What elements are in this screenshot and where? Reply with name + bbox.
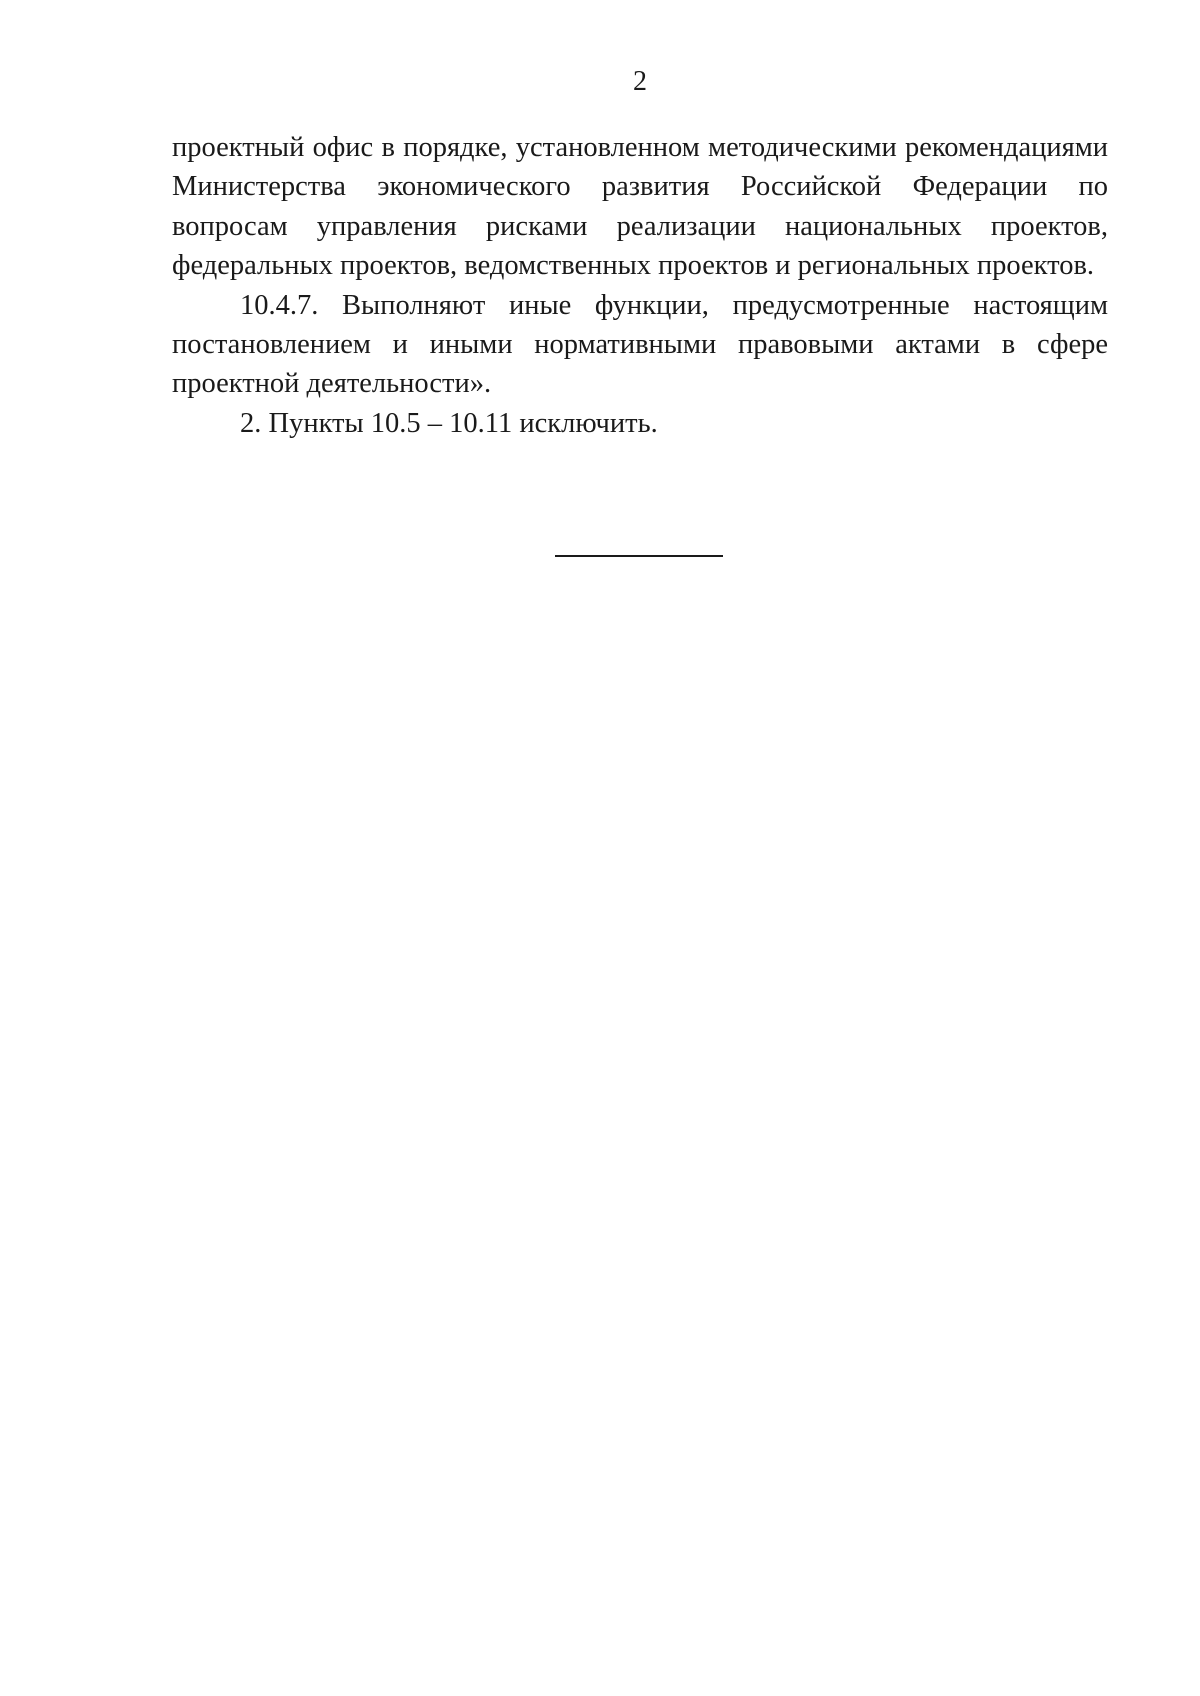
document-body: [172, 128, 1108, 443]
page-number: 2: [633, 66, 647, 97]
paragraph-10-4-7: 10.4.7. Выполняют иные функции, предусмотренные настоящим постановлением и иными нормативными правовыми актами в сфере проектной деятельности».: [172, 289, 1108, 400]
paragraph-continuation: проектный офис в порядке, установленном методическими рекомендациями Министерства экономического развития Российской Федерации по вопросам управления рисками реализации национальных проектов, федеральных проектов, ведомственных проектов и региональных проектов.: [172, 132, 1108, 282]
paragraph-item-2: 2. Пункты 10.5 – 10.11 исключить.: [240, 407, 658, 439]
end-separator-line: [555, 555, 723, 557]
